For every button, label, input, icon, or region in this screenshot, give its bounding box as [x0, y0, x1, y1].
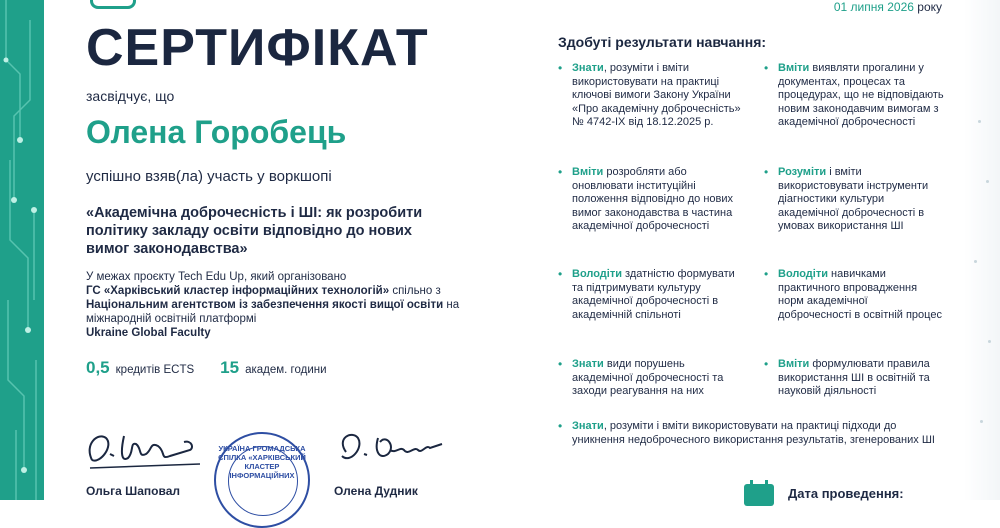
issue-date-year: 2026 — [887, 0, 914, 14]
workshop-title: «Академічна доброчесність і ШІ: як розробити політику закладу освіти відповідно до нових вимог законодавства» — [86, 205, 423, 257]
recipient-name: Олена Горобець — [86, 114, 347, 150]
result-text: виявляти прогалини у документах, процесах та процедурах, що не відповідають новим законодавчим вимогам з академічної доброчесності — [778, 62, 944, 128]
result-keyword: Знати — [572, 420, 604, 432]
project-description — [86, 270, 476, 340]
result-item — [764, 165, 944, 234]
results-title: Здобуті результати навчання: — [558, 34, 767, 50]
hours-label: академ. години — [245, 364, 327, 376]
bullet-icon: • — [764, 165, 769, 179]
project-partner: Національним агентством із забезпечення якості вищої освіти — [86, 299, 444, 311]
bullet-icon: • — [558, 267, 563, 281]
signatory-right-name: Олена Дудник — [334, 484, 418, 498]
certifies-text: засвідчує, що — [86, 88, 175, 104]
circuit-pattern-icon — [0, 0, 44, 500]
project-platform: Ukraine Global Faculty — [86, 327, 211, 339]
result-item — [764, 357, 948, 399]
signature-right-icon — [330, 424, 460, 474]
result-text: здатністю формувати та підтримувати культуру академічної доброчесності в академічній спільноті — [572, 268, 735, 321]
decorative-right-edge — [964, 0, 1000, 500]
stamp-text: УКРАЇНА ГРОМАДСЬКА СПІЛКА «ХАРКІВСЬКИЙ КЛАСТЕР ІНФОРМАЦІЙНИХ — [218, 444, 306, 480]
result-item — [558, 419, 944, 447]
result-keyword: Знати — [572, 62, 604, 74]
project-organizer: ГС «Харківський кластер інформаційних технологій» — [86, 285, 390, 297]
result-keyword: Вміти — [778, 358, 810, 370]
result-keyword: Знати — [572, 358, 604, 370]
project-mid: спільно з — [392, 285, 441, 297]
result-keyword: Вміти — [778, 62, 810, 74]
result-text: і вміти використовувати інструменти діагностики культури академічної доброчесності в умовах використання ШІ — [778, 166, 929, 232]
result-text: , розуміти і вміти використовувати на практиці підходи до уникнення недоброчесного використання результатів, згенерованих ШІ — [572, 420, 935, 446]
bullet-icon: • — [558, 165, 563, 179]
hours-value: 15 — [220, 358, 240, 377]
participation-text: успішно взяв(ла) участь у воркшопі — [86, 168, 332, 185]
bullet-icon: • — [764, 357, 769, 371]
issue-date — [834, 0, 942, 14]
result-text: , розуміти і вміти використовувати на практиці ключові вимоги Закону України «Про академічну доброчесність» № 4742-ІХ від 18.12.2025 р. — [572, 62, 741, 128]
credits-value: 0,5 — [86, 358, 110, 377]
bullet-icon: • — [558, 61, 563, 75]
result-item — [764, 61, 944, 130]
decorative-side-strip — [0, 0, 44, 500]
result-text: види порушень академічної доброчесності та заходи реагування на них — [572, 358, 724, 397]
signature-left-icon — [80, 424, 210, 474]
organization-stamp — [214, 432, 310, 528]
bullet-icon: • — [558, 419, 563, 433]
result-item — [558, 357, 742, 399]
result-text: формулювати правила використання ШІ в освітній та науковій діяльності — [778, 358, 930, 397]
result-item — [558, 61, 742, 130]
bullet-icon: • — [764, 61, 769, 75]
result-keyword: Розуміти — [778, 166, 827, 178]
logo-fragment-icon — [90, 0, 136, 9]
credits-label: кредитів ECTS — [115, 364, 195, 376]
issue-date-day-month: 01 липня — [833, 0, 884, 14]
bullet-icon: • — [764, 267, 769, 281]
result-item — [558, 165, 742, 234]
result-item — [558, 267, 742, 322]
result-text: розробляти або оновлювати інституційні положення відповідно до нових вимог законодавства в частина академічної доброчесності — [572, 166, 734, 232]
result-text: навичками практичного впровадження норм академічної доброчесності в освітній процес — [778, 268, 942, 321]
signatory-left-name: Ольга Шаповал — [86, 484, 181, 498]
result-item — [764, 267, 944, 322]
credits-row — [86, 358, 327, 378]
result-keyword: Володіти — [778, 268, 828, 280]
issue-date-suffix: року — [917, 0, 942, 14]
event-date-label: Дата проведення: — [788, 486, 904, 501]
bullet-icon: • — [558, 357, 563, 371]
project-mid2: на міжнародній освітній платформі — [86, 299, 460, 325]
certificate-title: СЕРТИФІКАТ — [86, 19, 429, 77]
result-keyword: Володіти — [572, 268, 622, 280]
result-keyword: Вміти — [572, 166, 604, 178]
calendar-icon — [744, 484, 774, 506]
project-prefix: У межах проєкту Tech Edu Up, який організовано — [86, 271, 347, 283]
